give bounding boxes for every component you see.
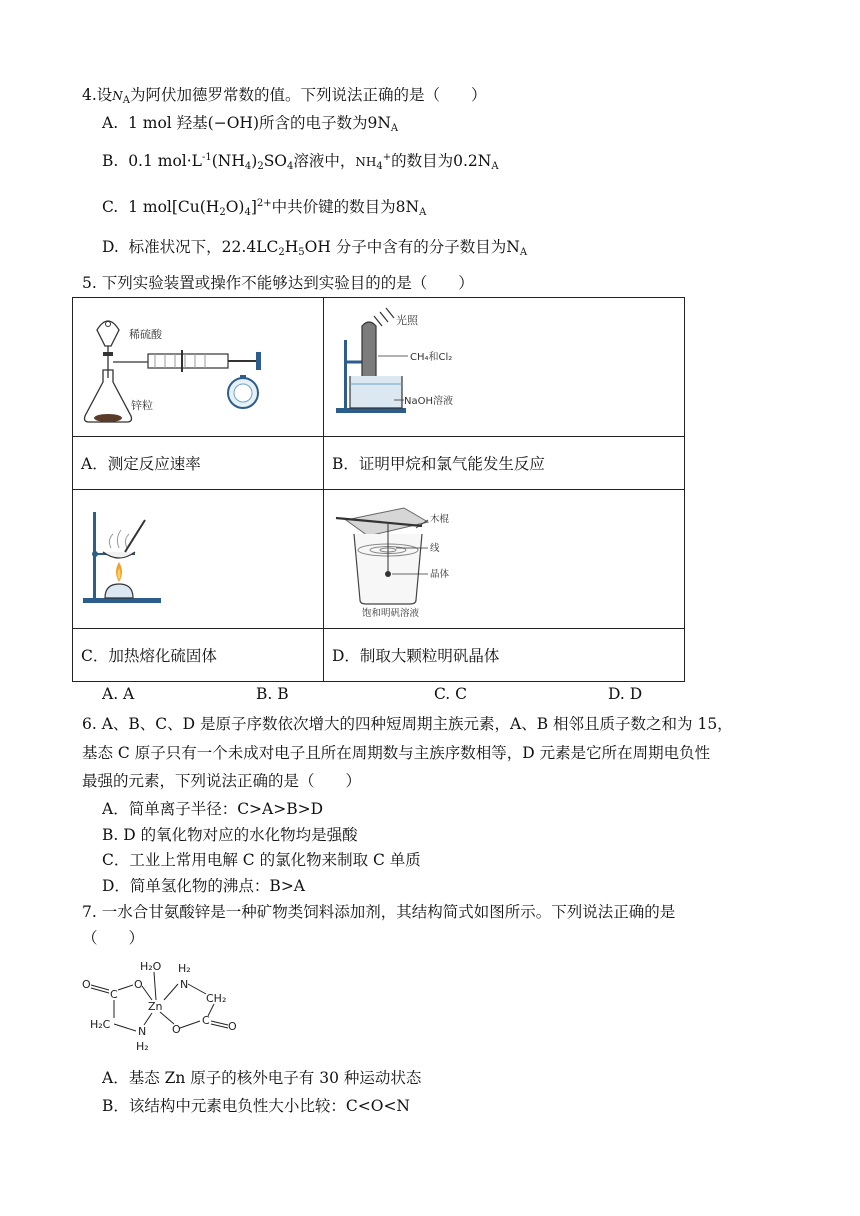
cell-c-label: C．加热熔化硫固体 [73,629,324,682]
struct-h2c: H₂C [90,1018,111,1031]
struct-ch2-right: CH₂ [206,992,227,1005]
struct-h2-bottom: H₂ [136,1040,149,1053]
q6-option-a: A．简单离子半径：C>A>B>D [102,800,324,818]
struct-n-top: N [180,978,189,991]
cell-a-label: A．测定反应速率 [73,437,324,490]
struct-h2o: H₂O [140,960,162,973]
apparatus-d-cell [324,490,685,629]
q7-option-a: A．基态 Zn 原子的核外电子有 30 种运动状态 [102,1069,422,1087]
label-zinc-granules: 锌粒 [131,399,153,412]
struct-o-right2: O [228,1020,237,1033]
q6-stem-line-3: 最强的元素，下列说法正确的是（ ） [82,772,362,790]
struct-o-right1: O [172,1023,181,1036]
label-light: 光照 [396,314,418,327]
struct-h2-top: H₂ [178,962,191,975]
cell-d-label: D．制取大颗粒明矾晶体 [324,629,685,682]
struct-o-left1: O [82,978,91,991]
struct-c-right: C [202,1014,210,1027]
struct-n-bottom: N [138,1025,147,1038]
cell-b-label: B．证明甲烷和氯气能发生反应 [324,437,685,490]
q4-stem: 4.设$N_A$为阿伏加德罗常数的值。下列说法正确的是（ ） [82,86,487,106]
q6-stem-line-2: 基态 C 原子只有一个未成对电子且所在周期数与主族序数相等，D 元素是它所在周期电负性 [82,744,711,762]
apparatus-d-figure [324,490,684,624]
experiment-table [72,297,685,682]
apparatus-b-cell [324,298,685,437]
q6-option-b: B. D 的氧化物对应的水化物均是强酸 [102,826,358,844]
label-crystal: 晶体 [430,569,450,580]
q7-stem-line-1: 7. 一水合甘氨酸锌是一种矿物类饲料添加剂，其结构简式如图所示。下列说法正确的是 [82,903,676,921]
label-naoh-solution: NaOH溶液 [404,396,453,407]
apparatus-c-cell [73,490,324,629]
label-dilute-sulfuric-acid: 稀硫酸 [129,328,162,341]
q5-stem: 5. 下列实验装置或操作不能够达到实验目的的是（ ） [82,274,474,292]
q5-answer-d: D. D [608,685,643,703]
apparatus-a-figure [73,298,323,432]
q5-answer-b: B. B [256,685,289,703]
label-wood-stick: 木棍 [430,514,450,525]
q6-stem-line-1: 6. A、B、C、D 是原子序数依次增大的四种短周期主族元素，A、B 相邻且质子数之和为 15， [82,715,733,733]
label-ch4-cl2: CH₄和Cl₂ [410,352,453,363]
q6-option-c: C．工业上常用电解 C 的氯化物来制取 C 单质 [102,851,421,869]
q4-option-a: A. 1 mol 羟基(−OH)所含的电子数为$9N_A$ [102,114,399,134]
apparatus-b-figure [324,298,684,432]
q5-answer-c: C. C [434,685,468,703]
q4-option-c: C. 1 $mol[Cu(H_2O)_4]^{2+}$中共价键的数目为$8N_A$ [102,198,427,218]
struct-zn: Zn [148,1000,163,1013]
q6-option-d: D．简单氢化物的沸点：B>A [102,877,305,895]
label-thread: 线 [430,543,440,554]
apparatus-a-cell [73,298,324,437]
struct-o-left2: O [134,978,143,991]
q5-answer-a: A. A [102,685,135,703]
label-saturated-alum-solution: 饱和明矾溶液 [362,608,420,619]
struct-c-left: C [110,988,118,1001]
apparatus-c-figure [73,490,323,624]
q7-stem-line-2: （ ） [82,929,145,947]
q7-option-b: B．该结构中元素电负性大小比较：C<O<N [102,1097,410,1115]
q4-option-d: D. 标准状况下，$22.4LC_2H_5OH$ 分子中含有的分子数目为$N_A$ [102,238,528,258]
q4-option-b: B. 0.1 $mol\cdot L^{-1}(NH_4)_2SO_4$溶液中，$NH_4^+$的数目为$0.2N_A$ [102,152,499,172]
zinc-glycinate-structure [82,958,252,1058]
